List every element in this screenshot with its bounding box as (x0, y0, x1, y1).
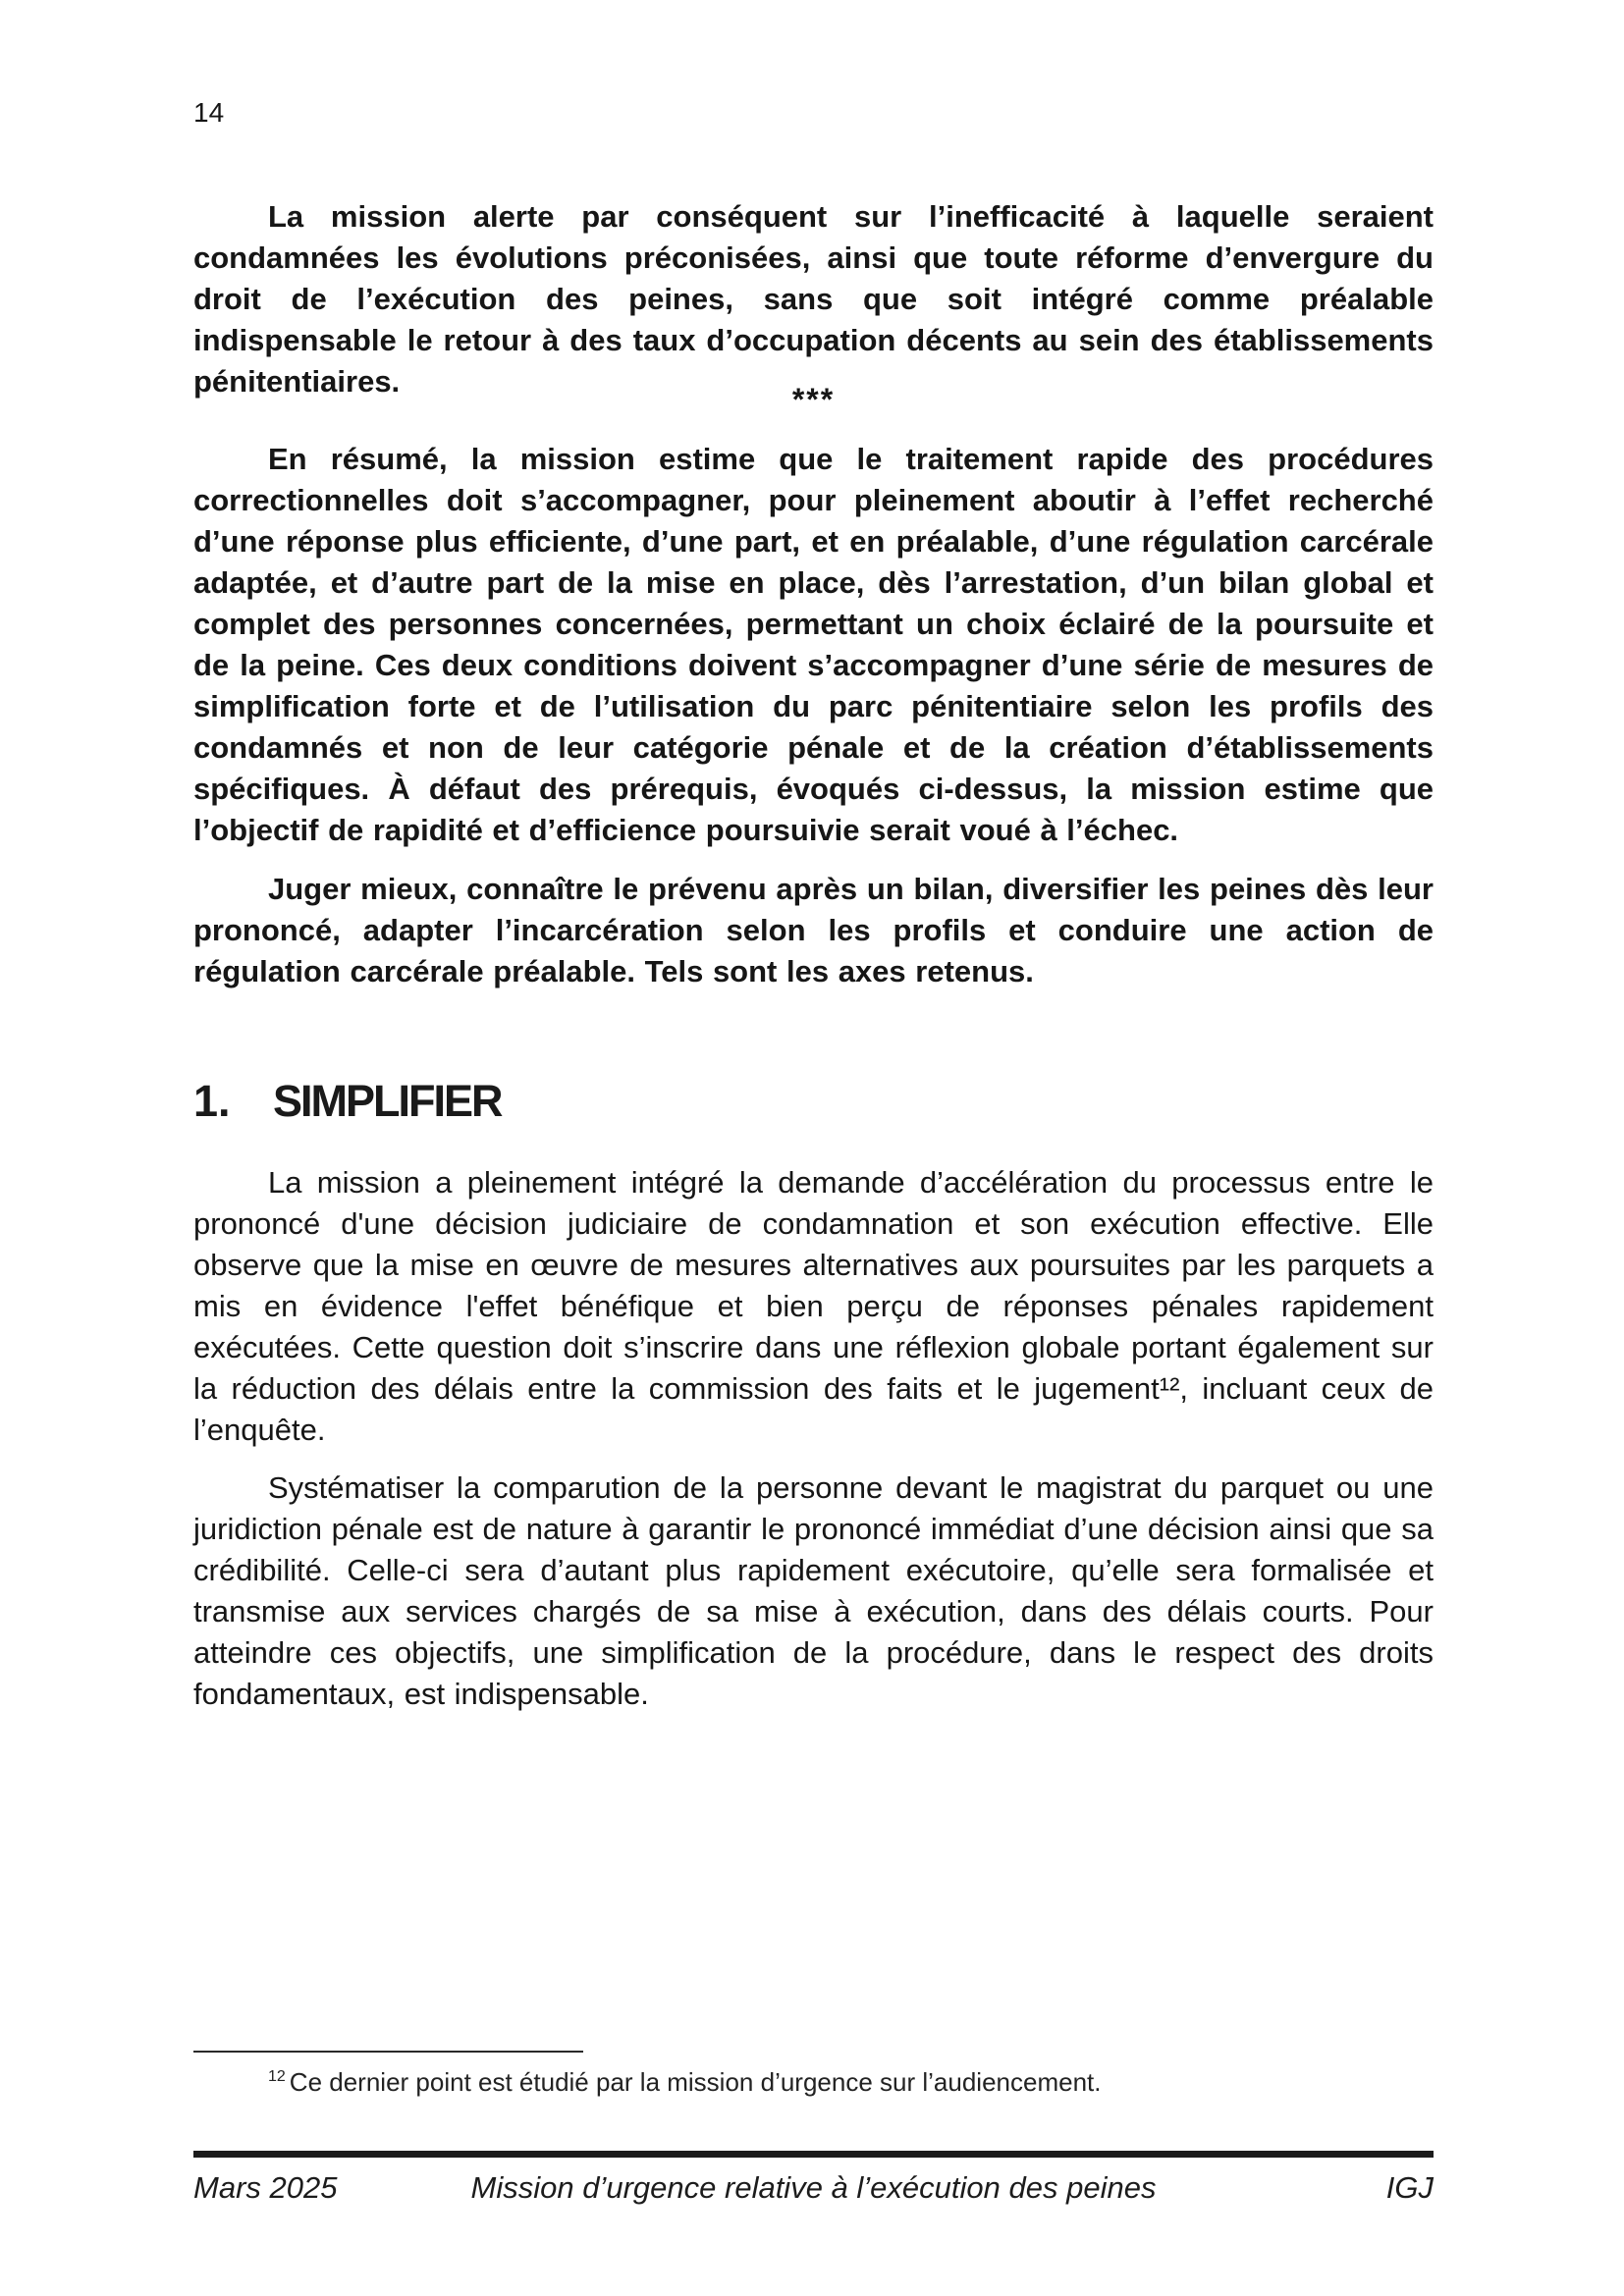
footer-date: Mars 2025 (193, 2170, 338, 2205)
paragraph-la-mission-integre: La mission a pleinement intégré la demande d’accélération du processus entre le prononcé d'une décision judiciaire de condamnation et son exécution effective. Elle observe que la mise en œuvre de mesures alternatives aux poursuites par les parquets a mis en évidence l'effet bénéfique et bien perçu de réponses pénales rapidement exécutées. Cette question doit s’inscrire dans une réflexion globale portant également sur la réduction des délais entre la commission des faits et le jugement¹², incluant ceux de l’enquête. (193, 1165, 1434, 1447)
footnote-separator-rule (193, 2051, 583, 2053)
section-separator-stars: *** (791, 382, 836, 417)
paragraph-juger-mieux: Juger mieux, connaître le prévenu après un bilan, diversifier les peines dès leur prononcé, adapter l’incarcération selon les profils et conduire une action de régulation carcérale préalable. Tels sont les axes retenus. (193, 872, 1434, 988)
page-number: 14 (193, 97, 225, 128)
paragraph-systematiser: Systématiser la comparution de la personne devant le magistrat du parquet ou une juridiction pénale est de nature à garantir le prononcé immédiat d’une décision ainsi que sa crédibilité. Celle-ci sera d’autant plus rapidement exécutoire, qu’elle sera formalisée et transmise aux services chargés de sa mise à exécution, dans des délais courts. Pour atteindre ces objectifs, une simplification de la procédure, dans le respect des droits fondamentaux, est indispensable. (193, 1470, 1434, 1711)
footer-institution: IGJ (1385, 2170, 1434, 2205)
footnote (193, 2064, 1434, 2105)
section-heading-title: SIMPLIFIER (273, 1076, 502, 1126)
section-heading-simplifier (193, 1074, 1434, 1129)
footnote-marker: 12 (268, 2068, 286, 2085)
paragraph-en-resume: En résumé, la mission estime que le traitement rapide des procédures correctionnelles doit s’accompagner, pour pleinement aboutir à l’effet recherché d’une réponse plus efficiente, d’une part, et en préalable, d’une régulation carcérale adaptée, et d’autre part de la mise en place, dès l’arrestation, d’un bilan global et complet des personnes concernées, permettant un choix éclairé de la poursuite et de la peine. Ces deux conditions doivent s’accompagner d’une série de mesures de simplification forte et de l’utilisation du parc pénitentiaire selon les profils des condamnés et non de leur catégorie pénale et de la création d’établissements spécifiques. À défaut des prérequis, évoqués ci-dessus, la mission estime que l’objectif de rapidité et d’efficience poursuivie serait voué à l’échec. (193, 442, 1434, 847)
section-heading-number: 1. (193, 1076, 231, 1126)
footnote-text: Ce dernier point est étudié par la mission d’urgence sur l’audiencement. (289, 2067, 1102, 2097)
footer-report-title: Mission d’urgence relative à l’exécution des peines (470, 2170, 1157, 2205)
footer-rule (193, 2151, 1434, 2158)
paragraph-mission-alerte: La mission alerte par conséquent sur l’inefficacité à laquelle seraient condamnées les évolutions préconisées, ainsi que toute réforme d’envergure du droit de l’exécution des peines, sans que soit intégré comme préalable indispensable le retour à des taux d’occupation décents au sein des établissements pénitentiaires. (193, 199, 1434, 399)
page-footer (193, 2167, 1434, 2211)
